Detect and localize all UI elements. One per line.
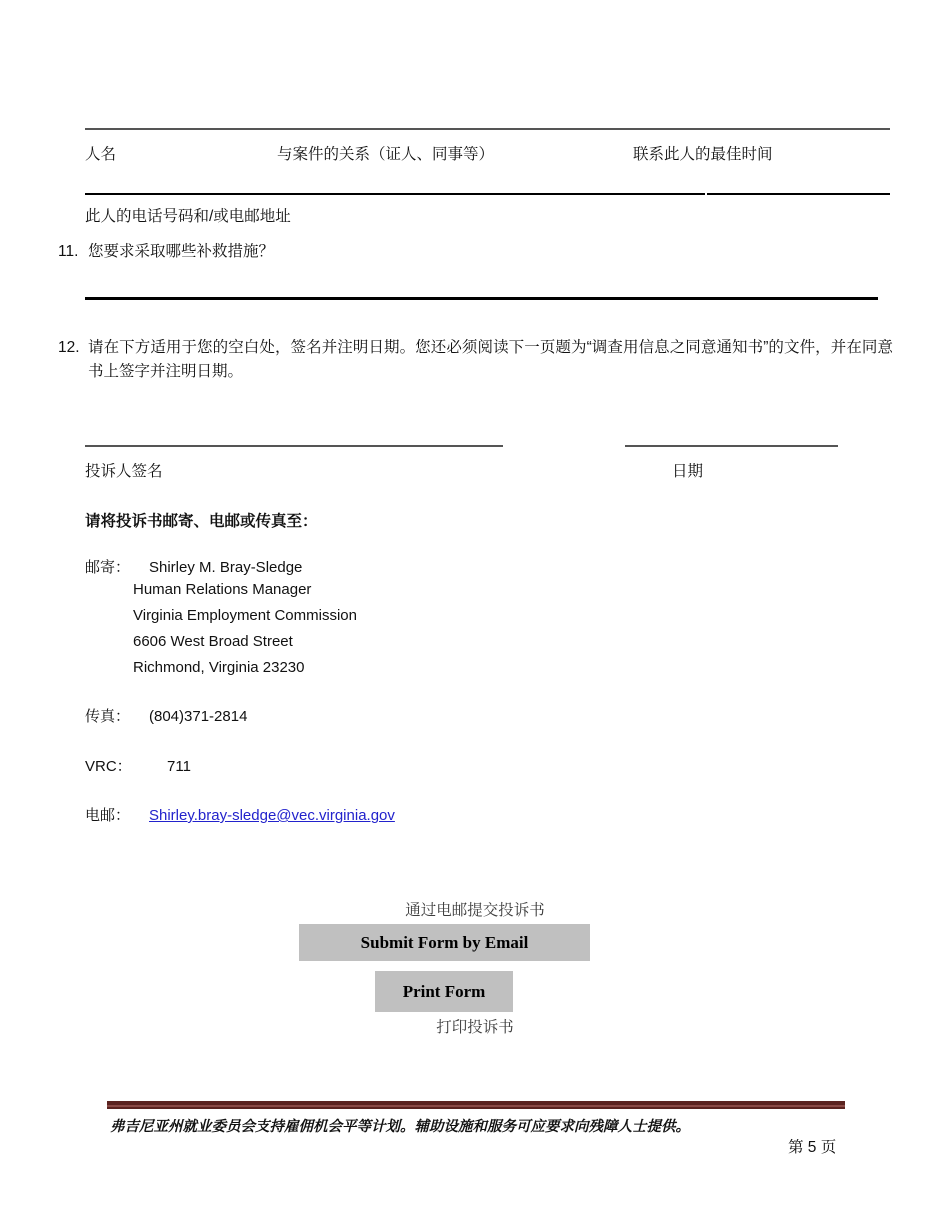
email-row	[85, 804, 395, 825]
address-line-1: Shirley M. Bray-Sledge	[149, 559, 303, 576]
submit-button-caption: 通过电邮提交投诉书	[405, 902, 545, 919]
fax-label: 传真：	[85, 708, 131, 725]
print-button-caption: 打印投诉书	[436, 1019, 514, 1036]
question-11-answer-line	[85, 297, 878, 300]
vrc-row	[85, 755, 191, 776]
email-label: 电邮：	[85, 807, 131, 824]
question-12-number: 12.	[58, 339, 80, 356]
question-11-text: 您要求采取哪些补救措施？	[88, 243, 275, 260]
submit-form-by-email-button[interactable]: Submit Form by Email	[299, 924, 590, 961]
vrc-label: VRC：	[85, 758, 132, 775]
witness-table-middle-rule-right	[707, 193, 890, 195]
complainant-signature-label: 投诉人签名	[85, 463, 163, 480]
question-12	[58, 336, 903, 384]
witness-column-best-time-header: 联系此人的最佳时间	[633, 146, 773, 163]
print-caption-wrapper	[0, 1015, 950, 1037]
witness-column-name-header: 人名	[85, 146, 117, 163]
mail-label: 邮寄：	[85, 559, 131, 576]
signature-date-line[interactable]	[625, 445, 838, 447]
address-line-3: Virginia Employment Commission	[133, 607, 357, 624]
page-number: 第 5 页	[788, 1139, 837, 1156]
witness-table-top-rule	[85, 128, 890, 130]
address-line-4: 6606 West Broad Street	[133, 633, 293, 650]
print-form-button[interactable]: Print Form	[375, 971, 513, 1012]
footer-notice: 弗吉尼亚州就业委员会支持雇佣机会平等计划。辅助设施和服务可应要求向残障人士提供。	[110, 1119, 690, 1135]
email-link[interactable]: Shirley.bray-sledge@vec.virginia.gov	[149, 807, 395, 824]
vrc-value: 711	[167, 758, 191, 775]
footer-rule-inner	[107, 1105, 845, 1107]
submission-instruction: 请将投诉书邮寄、电邮或传真至：	[85, 513, 318, 530]
submit-caption-wrapper	[0, 898, 950, 920]
question-11-number: 11.	[58, 243, 79, 260]
fax-value: (804)371-2814	[149, 708, 248, 725]
address-line-2: Human Relations Manager	[133, 581, 312, 598]
mail-label-row	[85, 556, 302, 577]
complainant-signature-line[interactable]	[85, 445, 503, 447]
witness-table-middle-rule-left	[85, 193, 705, 195]
signature-date-label: 日期	[672, 463, 704, 480]
address-line-5: Richmond, Virginia 23230	[133, 659, 305, 676]
witness-column-relationship-header: 与案件的关系（证人、同事等）	[277, 146, 495, 163]
witness-contact-row-label: 此人的电话号码和/或电邮地址	[85, 208, 291, 225]
question-11	[58, 240, 898, 264]
fax-row	[85, 705, 247, 726]
question-12-text: 请在下方适用于您的空白处，签名并注明日期。您还必须阅读下一页题为“调查用信息之同意通知书”的文件，并在同意书上签字并注明日期。	[88, 339, 893, 381]
